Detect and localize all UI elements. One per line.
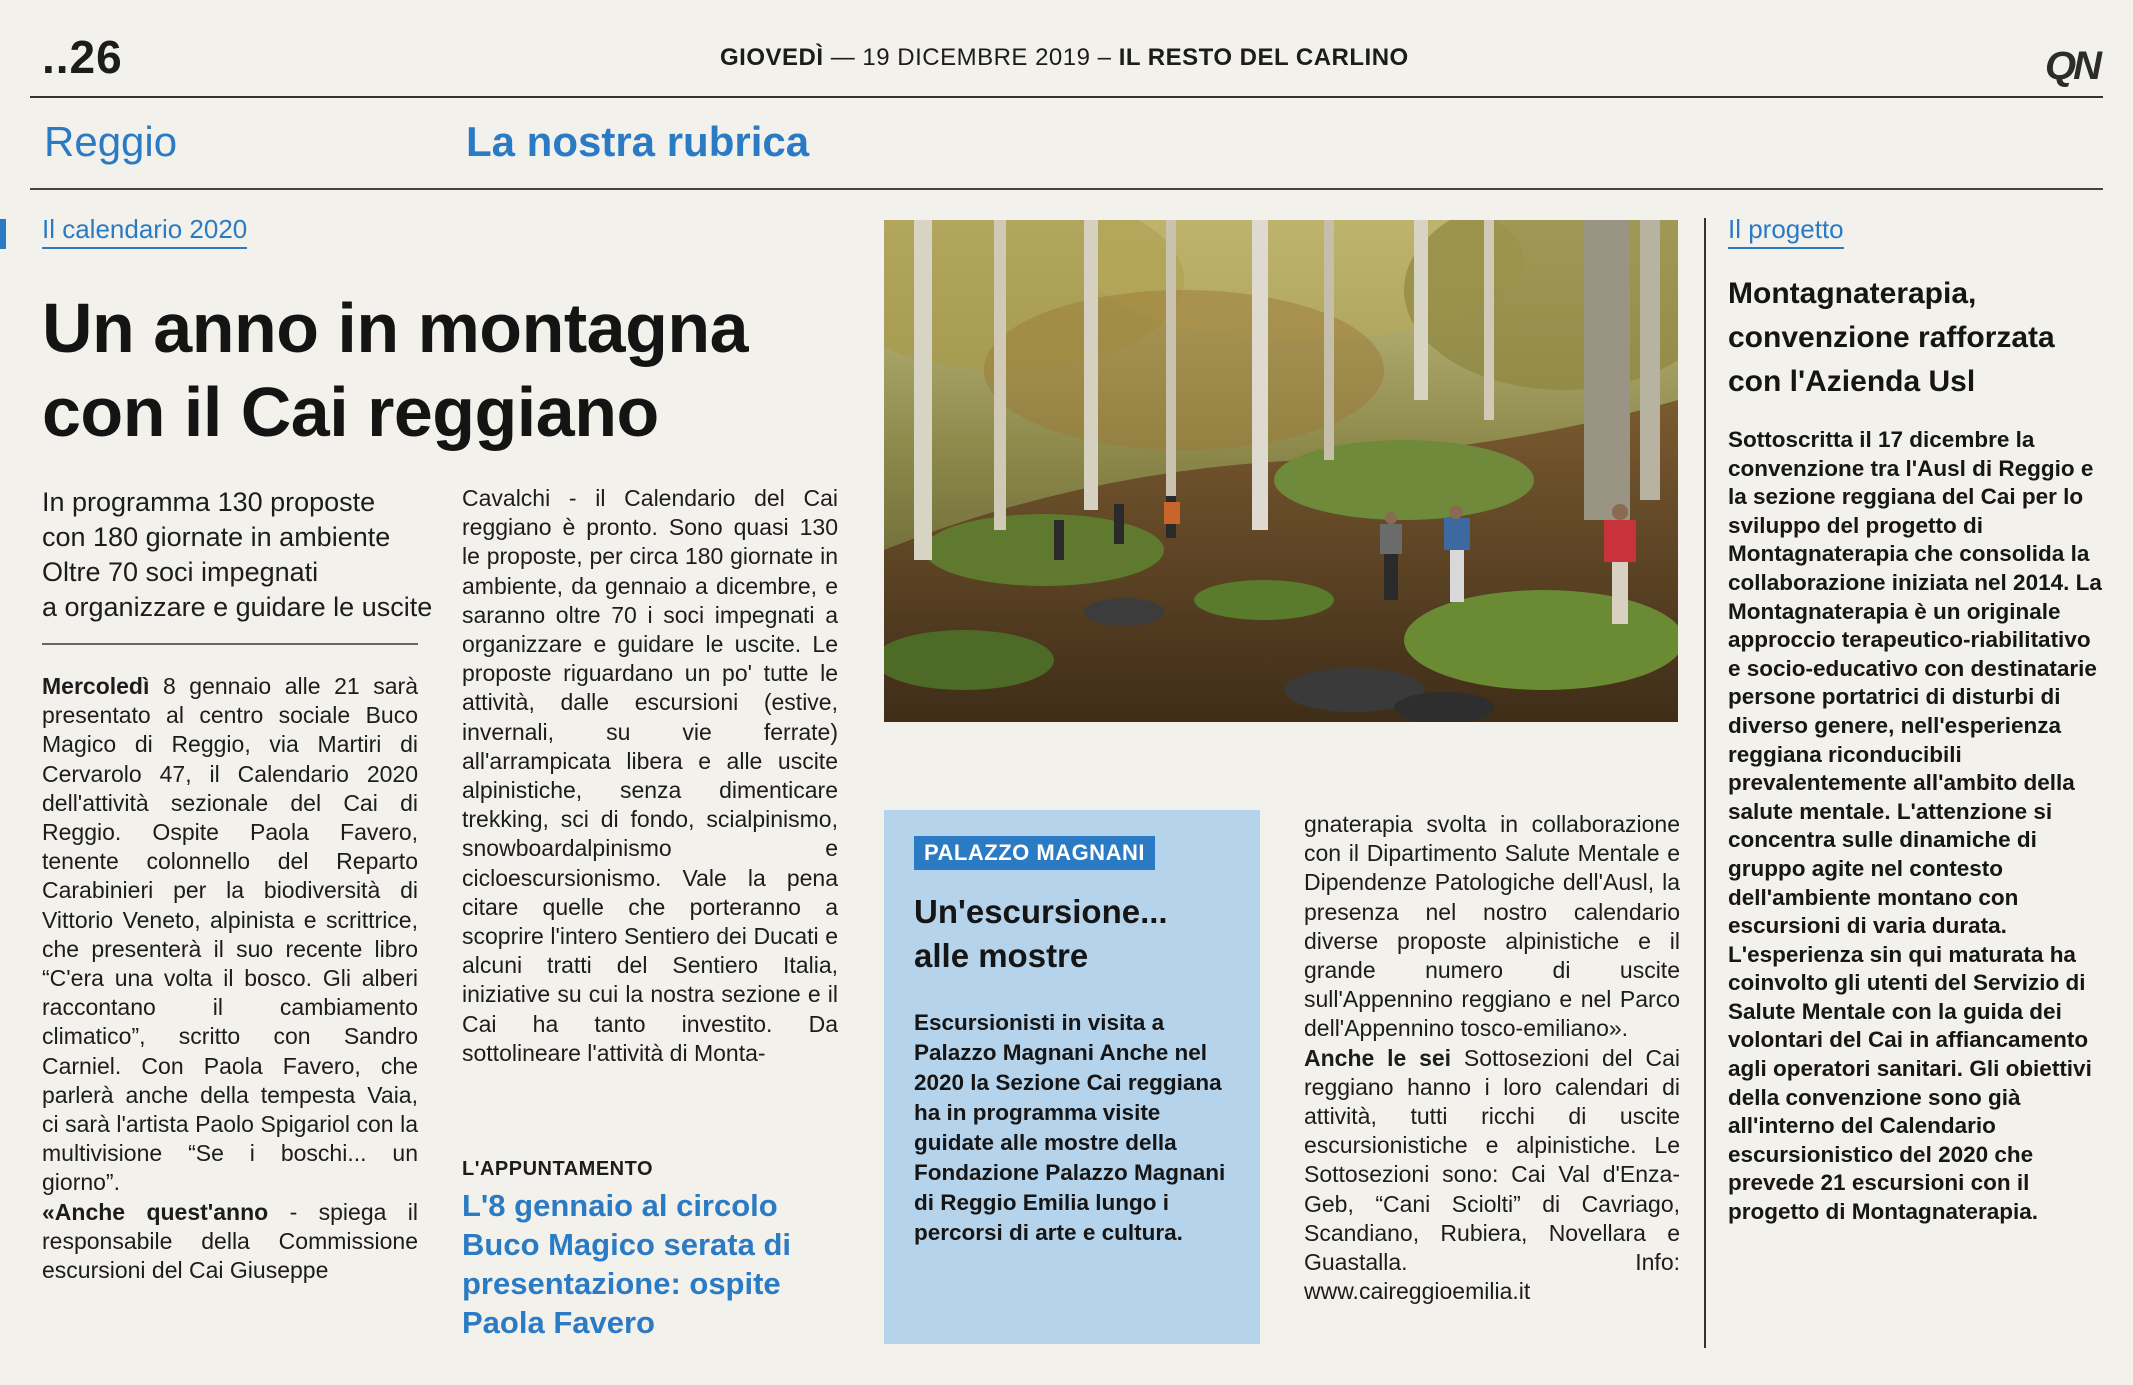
column-1-lead-2: «Anche quest'anno: [42, 1198, 269, 1225]
summary-line: In programma 130 proposte: [42, 487, 376, 517]
article-column-3: [1304, 810, 1680, 1306]
masthead-separator: —: [830, 44, 856, 71]
masthead: [720, 44, 1409, 72]
page-number: ..26: [42, 31, 123, 83]
progetto-text: il 17 dicembre la convenzione tra l'Ausl di Reggio e la sezione reggiana del Cai per lo sviluppo del progetto di Montagnaterapia che consolida la collaborazione iniziata nel 2014. La Montagnaterapia è un originale approccio terapeutico-riabilitativo e socio-educativo con destinatarie persone portatrici di disturbi di diverso genere, nell'esperienza reggiana riconducibili prevalentemente all'ambito della salute mentale. L'attenzione si concentra sulle dinamiche di gruppo agite nel contesto dell'ambiente montano con escursioni di varia durata. L'esperienza sin qui maturata ha coinvolto gli utenti del Servizio di Salute Mentale con la guida dei volontari del Cai in affiancamento agli operatori sanitari. Gli obiettivi della convenzione sono già all'interno del Calendario escursionistico del 2020 che prevede 21 escursioni con il progetto di Montagnaterapia.: [1728, 427, 2102, 1225]
pm-title-line-1: Un'escursione...: [914, 893, 1168, 930]
summary-line: a organizzare e guidare le uscite: [42, 592, 433, 622]
column-3-lead: Anche le sei: [1304, 1044, 1452, 1071]
kicker-bar: [0, 219, 6, 249]
masthead-separator-2: –: [1097, 44, 1112, 71]
summary-line: con 180 giornate in ambiente: [42, 522, 391, 552]
column-1-lead: Mercoledì: [42, 673, 150, 699]
pm-lead: Escursionisti: [914, 1010, 1056, 1035]
section-name: Reggio: [44, 118, 178, 165]
article-summary: [42, 485, 442, 625]
article-column-2: [462, 484, 838, 1068]
masthead-newspaper: IL RESTO DEL CARLINO: [1118, 44, 1409, 71]
section-rule: [30, 188, 2103, 190]
column-3-text-2: Sottosezioni del Cai reggiano hanno i loro calendari di attività, tutti ricchi di uscite escursionistiche e alpinistiche. Le Sottosezioni sono: Cai Val d'Enza-Geb, “Cani Sciolti” di Cavriago, Scandiano, Rubiera, Novellara e Guastalla. Info: www.caireggioemilia.it: [1304, 1044, 1680, 1305]
progetto-kicker: Il progetto: [1728, 214, 1844, 249]
palazzo-magnani-title: [914, 890, 1244, 978]
palazzo-magnani-box: [884, 810, 1260, 1344]
article-column-1: [42, 672, 418, 1285]
summary-rule: [42, 643, 418, 645]
forest-hikers-photo: [884, 220, 1678, 722]
palazzo-magnani-tag: PALAZZO MAGNANI: [914, 836, 1155, 870]
palazzo-magnani-body: [914, 1008, 1244, 1248]
column-1-text: 8 gennaio alle 21 sarà presentato al centro sociale Buco Magico di Reggio, via Martiri di Cervarolo 47, il Calendario 2020 dell'attività sezionale del Cai di Reggio. Ospite Paola Favero, tenente colonnello del Reparto Carabinieri per la biodiversità di Vittorio Veneto, alpinista e scrittrice, che presenterà il suo recente libro “C'era una volta il bosco. Gli alberi raccontano il cambiamento climatico”, scritto con Sandro Carniel. Con Paola Favero, che parlerà anche della tempesta Vaia, ci sarà l'artista Paolo Spigariol con la multivisione “Se i boschi... un giorno”.: [42, 673, 418, 1196]
progetto-body: [1728, 426, 2108, 1227]
article-kicker: Il calendario 2020: [42, 214, 247, 249]
headline-line-1: Un anno in montagna: [42, 289, 749, 367]
appuntamento-title: L'8 gennaio al circolo Buco Magico serata di presentazione: ospite Paola Favero: [462, 1188, 792, 1340]
qn-logo: QN: [2045, 44, 2099, 88]
column-2-text: Cavalchi - il Calendario del Cai reggiano è pronto. Sono quasi 130 le proposte, per circa 180 giornate in ambiente, da gennaio a dicembre, e saranno oltre 70 i soci impegnati a organizzare e guidare le uscite. Le proposte riguardano un po' tutte le attività, dalle escursioni (estive, invernali, su vie ferrate) all'arrampicata libera e alle uscite alpinistiche, senza dimenticare trekking, sci di fondo, scialpinismo, snowboardalpinismo e cicloescursionismo. Vale la pena citare quelle che porteranno a scoprire l'intero Sentiero dei Ducati e alcuni tratti del Sentiero Italia, iniziative su cui la nostra sezione e il Cai ha tanto investito. Da sottolineare l'attività di Monta-: [462, 485, 838, 1066]
progetto-title: Montagnaterapia, convenzione rafforzata con l'Azienda Usl: [1728, 277, 2055, 398]
appuntamento-label: L'APPUNTAMENTO: [462, 1158, 654, 1180]
rubrica-title: La nostra rubrica: [466, 118, 810, 165]
summary-line: Oltre 70 soci impegnati: [42, 557, 319, 587]
masthead-date: 19 DICEMBRE 2019: [862, 44, 1091, 71]
headline-line-2: con il Cai reggiano: [42, 373, 659, 451]
pm-title-line-2: alle mostre: [914, 937, 1089, 974]
sidebar-divider: [1704, 218, 1706, 1348]
pm-text: in visita a Palazzo Magnani Anche nel 2020 la Sezione Cai reggiana ha in programma visite guidate alle mostre della Fondazione Palazzo Magnani di Reggio Emilia lungo i percorsi di arte e cultura.: [914, 1010, 1226, 1245]
article-headline: [42, 286, 862, 454]
column-3-text: gnaterapia svolta in collaborazione con il Dipartimento Salute Mentale e Dipendenze Patologiche dell'Ausl, la presenza nel nostro calendario diverse proposte alpinistiche e il grande numero di uscite sull'Appennino reggiano e nel Parco dell'Appennino tosco-emiliano».: [1304, 811, 1680, 1042]
column-1-text-2: - spiega il responsabile della Commissione escursioni del Cai Giuseppe: [42, 1198, 418, 1284]
masthead-day: GIOVEDÌ: [720, 44, 824, 71]
header-rule: [30, 96, 2103, 98]
progetto-lead: Sottoscritta: [1728, 427, 1854, 452]
